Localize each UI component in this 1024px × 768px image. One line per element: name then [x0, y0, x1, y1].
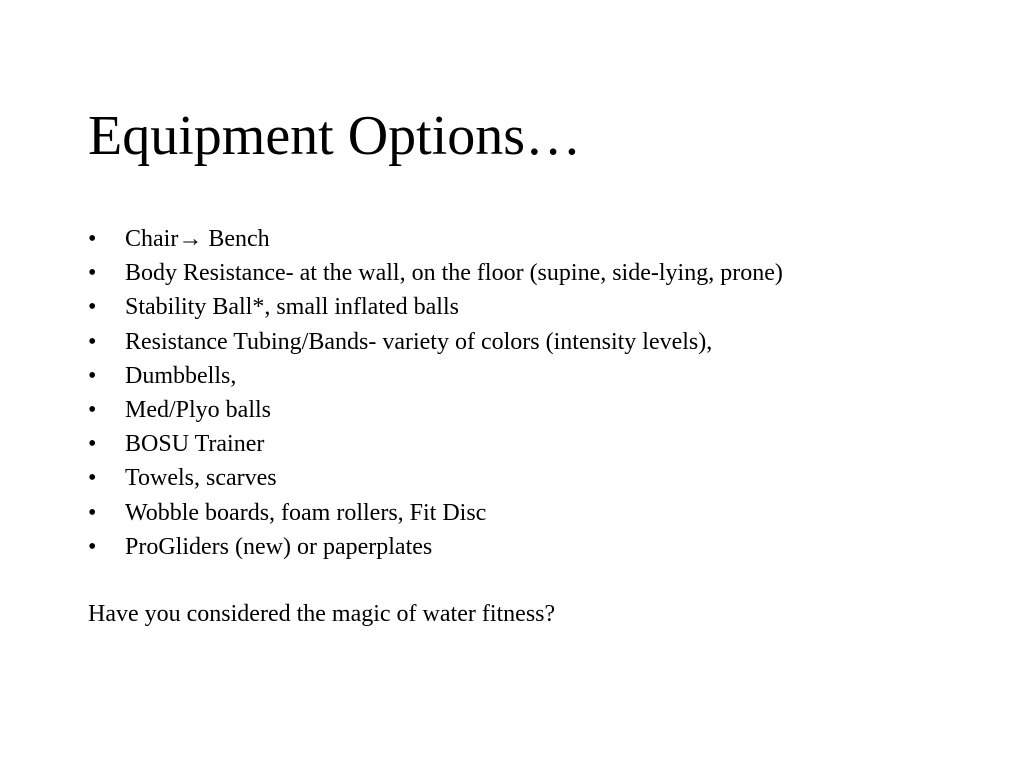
list-item-text: Towels, scarves	[125, 465, 277, 492]
list-item	[88, 290, 783, 324]
bullet-icon: •	[88, 499, 97, 526]
bullet-icon: •	[88, 226, 97, 252]
list-item	[88, 222, 783, 256]
list-item	[88, 530, 783, 564]
bullet-icon: •	[88, 260, 97, 287]
bullet-icon: •	[88, 533, 97, 560]
list-item	[88, 496, 783, 530]
bullet-icon: •	[88, 362, 97, 389]
bullet-icon: •	[88, 431, 97, 458]
list-item-text: ProGliders (new) or paperplates	[125, 533, 433, 560]
list-item	[88, 325, 783, 359]
list-item-text: Stability Ball*, small inflated balls	[125, 294, 459, 321]
slide-title: Equipment Options…	[88, 105, 582, 167]
list-item-text: BOSU Trainer	[125, 431, 265, 458]
list-item	[88, 427, 783, 461]
list-item-text: Chair→ Bench	[125, 226, 270, 252]
list-item-text: Resistance Tubing/Bands- variety of colors (intensity levels),	[125, 328, 713, 355]
list-item	[88, 256, 783, 290]
bullet-icon: •	[88, 294, 97, 321]
bullet-icon: •	[88, 465, 97, 492]
list-item	[88, 359, 783, 393]
list-item-text: Dumbbells,	[125, 362, 237, 389]
list-item	[88, 461, 783, 495]
list-item-text: Wobble boards, foam rollers, Fit Disc	[125, 499, 487, 526]
list-item-text: Body Resistance- at the wall, on the floor (supine, side-lying, prone)	[125, 260, 783, 287]
bullet-icon: •	[88, 396, 97, 423]
list-item-text: Med/Plyo balls	[125, 396, 272, 423]
closing-question: Have you considered the magic of water fitness?	[88, 601, 556, 627]
equipment-bullet-list	[88, 222, 783, 564]
bullet-icon: •	[88, 328, 97, 355]
list-item	[88, 393, 783, 427]
